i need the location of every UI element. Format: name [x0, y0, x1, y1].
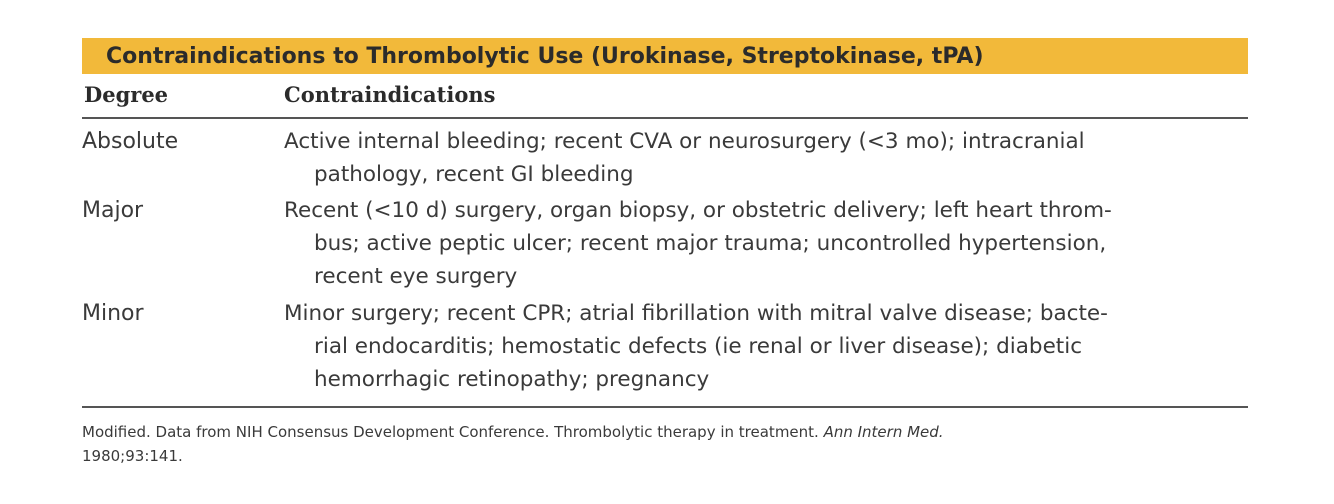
degree-cell: Absolute — [82, 129, 179, 154]
contraindications-cell — [284, 194, 1248, 297]
contraindication-line: Active internal bleeding; recent CVA or neurosurgery (<3 mo); intracranial — [284, 129, 1085, 154]
contraindications-column-header: Contraindications — [284, 82, 496, 107]
degree-column-header: Degree — [84, 82, 169, 107]
contraindication-line: Minor surgery; recent CPR; atrial fibrillation with mitral valve disease; bacte- — [284, 301, 1108, 326]
table-title-bar — [82, 38, 1248, 74]
degree-cell: Minor — [82, 301, 144, 326]
contraindication-line: hemorrhagic retinopathy; pregnancy — [314, 367, 710, 392]
table-row-minor — [82, 297, 1248, 400]
contraindications-table — [82, 38, 1248, 408]
degree-cell: Major — [82, 198, 144, 223]
footnote-source: Modified. Data from NIH Consensus Development Conference. Thrombolytic therapy in treatment. — [82, 423, 824, 441]
table-row-major — [82, 194, 1248, 297]
table-body — [82, 119, 1248, 408]
contraindications-cell — [284, 297, 1248, 400]
table-title: Contraindications to Thrombolytic Use (Urokinase, Streptokinase, tPA) — [106, 43, 984, 69]
contraindications-cell — [284, 125, 1248, 194]
table-row-absolute — [82, 125, 1248, 194]
footnote-journal: Ann Intern Med. — [823, 423, 944, 441]
contraindication-line: pathology, recent GI bleeding — [314, 162, 634, 187]
contraindication-line: recent eye surgery — [314, 264, 518, 289]
table-header-row — [82, 74, 1248, 119]
footnote-citation: 1980;93:141. — [82, 447, 183, 465]
contraindication-line: rial endocarditis; hemostatic defects (ie renal or liver disease); diabetic — [314, 334, 1083, 359]
contraindication-line: bus; active peptic ulcer; recent major trauma; uncontrolled hypertension, — [314, 231, 1107, 256]
contraindication-line: Recent (<10 d) surgery, organ biopsy, or obstetric delivery; left heart throm- — [284, 198, 1112, 223]
table-footnote — [82, 420, 1248, 468]
